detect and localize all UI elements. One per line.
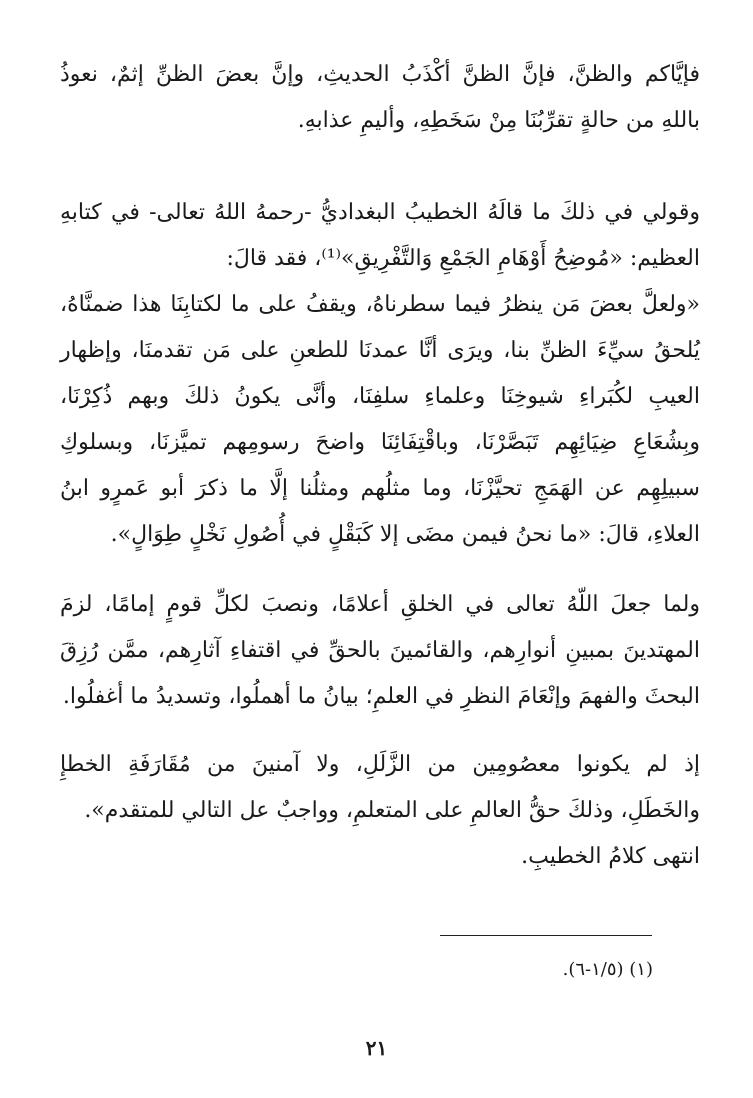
paragraph-line: المهتدينَ بمبينِ أنوارِهم، والقائمينَ بالحقِّ في اقتفاءِ آثارِهم، ممَّن رُزِقَ	[60, 638, 700, 663]
paragraph-line: والخَطَلِ، وذلكَ حقُّ العالمِ على المتعلمِ، وواجبٌ عل التالي للمتقدم».	[84, 798, 700, 823]
paragraph-line: يُلحقُ سيِّءَ الظنِّ بنا، ويرَى أنَّا عمدنَا للطعنِ على مَن تقدمنَا، وإظهار	[60, 338, 700, 363]
paragraph-line: سبيلِهِم عن الهَمَجِ تحيَّزْنَا، وما مثلُهم ومثلُنا إلَّا ما ذكرَ أبو عَمرٍو ابنُ	[60, 476, 700, 501]
page-number: ٢١	[365, 1036, 388, 1060]
paragraph-line: إذ لم يكونوا معصُومِين من الزَّلَلِ، ولا آمنينَ من مُقَارَفَةِ الخطإِ	[60, 752, 700, 777]
footnote: (١) (١/٥-٦).	[562, 959, 653, 980]
paragraph-4	[60, 582, 700, 720]
footnote-divider	[440, 935, 652, 936]
paragraph-line: البحثَ والفهمَ وإنْعَامَ النظرِ في العلمِ؛ بيانُ ما أهملُوا، وتسديدُ ما أغفلُوا.	[62, 684, 700, 709]
paragraph-line: «ولعلَّ بعضَ مَن ينظرُ فيما سطرناهُ، ويقفُ على ما لكتابِنَا هذا ضمنَّاهُ،	[60, 292, 700, 317]
paragraph-1	[60, 52, 700, 144]
paragraph-line: انتهى كلامُ الخطيبِ.	[521, 844, 700, 869]
paragraph-5	[60, 742, 700, 880]
paragraph-line: فإيَّاكم والظنَّ، فإنَّ الظنَّ أكْذَبُ الحديثِ، وإنَّ بعضَ الظنِّ إثمٌ، نعوذُ	[60, 62, 700, 87]
paragraph-line: العلاءِ، قالَ: «ما نحنُ فيمن مضَى إلا كَبَقْلٍ في أُصُولِ نَخْلٍ طِوَالٍ».	[110, 522, 700, 547]
paragraph-line: باللهِ من حالةٍ تقرِّبُنَا مِنْ سَخَطِهِ، وأليمِ عذابهِ.	[297, 108, 700, 133]
paragraph-line: وبِشُعَاعِ ضِيَائِهِم تَبَصَّرْنَا، وباقْتِفَائِنَا واضحَ رسومِهم تميَّزنَا، وبسلوكِ	[60, 430, 700, 455]
paragraph-line: وقولي في ذلكَ ما قالَهُ الخطيبُ البغداديُّ -رحمهُ اللهُ تعالى- في كتابهِ	[60, 200, 700, 225]
paragraph-2	[60, 190, 700, 282]
paragraph-line: ولما جعلَ اللّهُ تعالى في الخلقِ أعلامًا، ونصبَ لكلِّ قومٍ إمامًا، لزمَ	[60, 592, 700, 617]
paragraph-line: العظيم: «مُوضِحُ أَوْهَامِ الجَمْعِ وَالتَّفْرِيقِ»⁽¹⁾، فقد قالَ:	[226, 246, 700, 271]
paragraph-line: العيبِ لكُبَراءِ شيوخِنَا وعلماءِ سلفِنَا، وأنَّى يكونُ ذلكَ وبهم ذُكِرْنَا،	[60, 384, 700, 409]
quotation-paragraph	[60, 282, 700, 558]
